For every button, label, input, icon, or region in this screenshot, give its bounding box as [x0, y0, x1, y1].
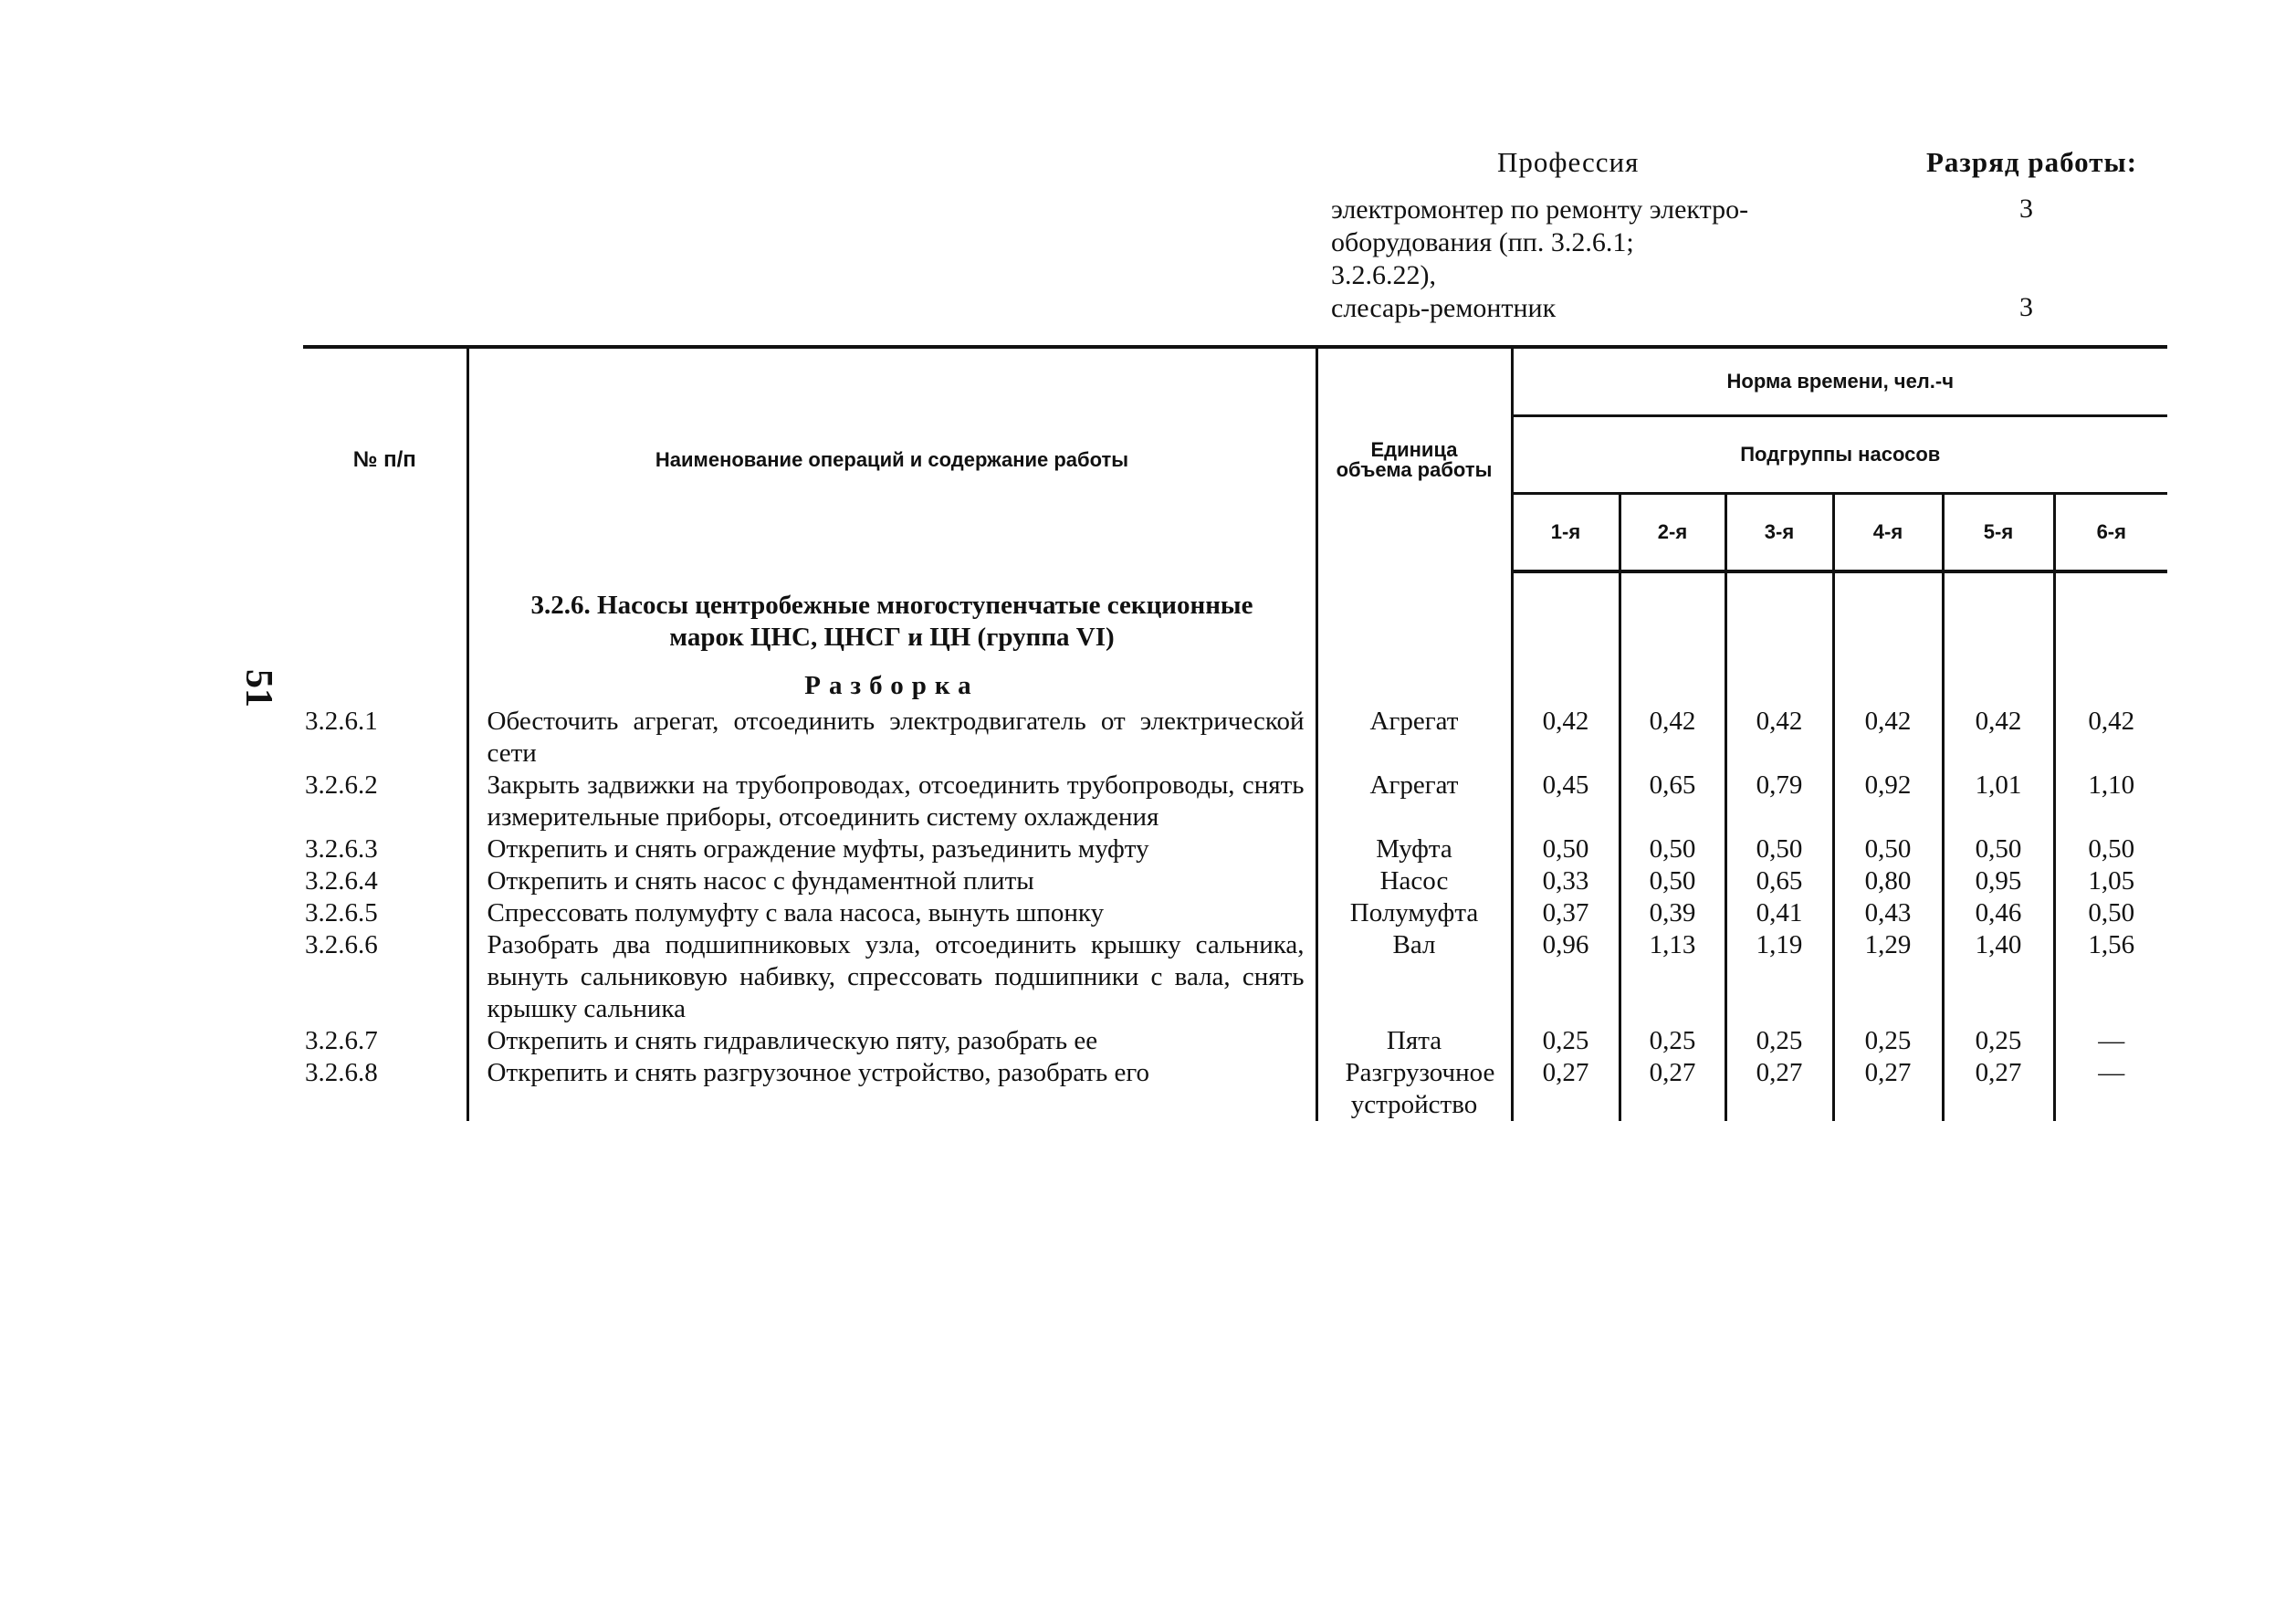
row-value-group-4: 0,42 — [1833, 706, 1943, 770]
row-unit: Разгрузочное устройство — [1316, 1057, 1512, 1121]
table-row — [303, 770, 2167, 833]
row-unit: Муфта — [1316, 833, 1512, 865]
row-value-group-6: 0,50 — [2054, 833, 2167, 865]
header-unit: Единица объема работы — [1316, 347, 1512, 571]
row-number: 3.2.6.4 — [305, 866, 378, 896]
row-value-group-6: 1,05 — [2054, 865, 2167, 897]
profession-line: слесарь-ремонтник — [1331, 293, 1557, 323]
row-description: Закрыть задвижки на трубопроводах, отсоединить трубопроводы, снять измерительные приборы, отсоединить систему охлаждения — [467, 770, 1316, 833]
row-value-group-3: 0,25 — [1725, 1025, 1833, 1057]
row-value-group-4: 0,27 — [1833, 1057, 1943, 1121]
norms-table — [303, 345, 2167, 1121]
header-norm: Норма времени, чел.-ч — [1512, 347, 2167, 416]
row-unit: Агрегат — [1316, 770, 1512, 833]
row-description: Открепить и снять гидравлическую пяту, разобрать ее — [467, 1025, 1316, 1057]
row-number: 3.2.6.3 — [305, 834, 378, 864]
profession-line: электромонтер по ремонту электро- — [1331, 194, 1749, 225]
row-number: 3.2.6.1 — [305, 707, 378, 736]
row-value-group-6: 0,42 — [2054, 706, 2167, 770]
row-description: Открепить и снять ограждение муфты, разъединить муфту — [467, 833, 1316, 865]
row-value-group-5: 0,95 — [1943, 865, 2054, 897]
row-unit: Вал — [1316, 929, 1512, 1025]
row-value-group-6: 1,56 — [2054, 929, 2167, 1025]
section-row — [303, 571, 2167, 654]
row-value-group-2: 0,42 — [1620, 706, 1725, 770]
table-row — [303, 929, 2167, 1025]
row-value-group-1: 0,33 — [1512, 865, 1620, 897]
row-value-group-4: 0,50 — [1833, 833, 1943, 865]
grade-value: 3 — [2019, 292, 2033, 322]
header-group-3: 3-я — [1725, 494, 1833, 572]
row-value-group-3: 1,19 — [1725, 929, 1833, 1025]
row-value-group-1: 0,42 — [1512, 706, 1620, 770]
row-value-group-4: 0,43 — [1833, 897, 1943, 929]
row-value-group-3: 0,27 — [1725, 1057, 1833, 1121]
row-value-group-1: 0,25 — [1512, 1025, 1620, 1057]
header-group-4: 4-я — [1833, 494, 1943, 572]
row-value-group-4: 0,80 — [1833, 865, 1943, 897]
row-value-group-2: 0,25 — [1620, 1025, 1725, 1057]
header-num: № п/п — [303, 347, 467, 571]
row-value-group-2: 0,27 — [1620, 1057, 1725, 1121]
header-name: Наименование операций и содержание работы — [467, 347, 1316, 571]
row-value-group-5: 1,40 — [1943, 929, 2054, 1025]
row-value-group-5: 0,42 — [1943, 706, 2054, 770]
header-group-2: 2-я — [1620, 494, 1725, 572]
row-number: 3.2.6.8 — [305, 1058, 378, 1087]
row-value-group-3: 0,50 — [1725, 833, 1833, 865]
row-value-group-1: 0,45 — [1512, 770, 1620, 833]
row-value-group-6: — — [2054, 1025, 2167, 1057]
header-subgroups: Подгруппы насосов — [1512, 416, 2167, 494]
row-value-group-5: 0,25 — [1943, 1025, 2054, 1057]
page-number: 51 — [237, 669, 279, 707]
profession-line: 3.2.6.22), — [1331, 260, 1436, 290]
row-value-group-6: 0,50 — [2054, 897, 2167, 929]
row-value-group-2: 0,39 — [1620, 897, 1725, 929]
row-value-group-5: 0,50 — [1943, 833, 2054, 865]
row-description: Обесточить агрегат, отсоединить электродвигатель от электрической сети — [467, 706, 1316, 770]
profession-line: оборудования (пп. 3.2.6.1; — [1331, 227, 1634, 257]
table-row — [303, 1025, 2167, 1057]
section-title: 3.2.6. Насосы центробежные многоступенчатые секционные марок ЦНС, ЦНСГ и ЦН (группа VI) — [467, 571, 1316, 654]
row-description: Спрессовать полумуфту с вала насоса, вынуть шпонку — [467, 897, 1316, 929]
row-value-group-1: 0,50 — [1512, 833, 1620, 865]
grade-label: Разряд работы: — [1926, 146, 2138, 178]
row-value-group-4: 1,29 — [1833, 929, 1943, 1025]
row-value-group-1: 0,27 — [1512, 1057, 1620, 1121]
table-row — [303, 865, 2167, 897]
grade-value: 3 — [2019, 194, 2033, 224]
row-value-group-5: 1,01 — [1943, 770, 2054, 833]
row-number: 3.2.6.7 — [305, 1026, 378, 1055]
row-value-group-2: 1,13 — [1620, 929, 1725, 1025]
profession-list — [1331, 194, 1842, 325]
table-row — [303, 897, 2167, 929]
row-value-group-3: 0,79 — [1725, 770, 1833, 833]
row-unit: Полумуфта — [1316, 897, 1512, 929]
profession-label: Профессия — [1497, 146, 1640, 178]
row-description: Открепить и снять насос с фундаментной плиты — [467, 865, 1316, 897]
row-number: 3.2.6.5 — [305, 898, 378, 927]
row-value-group-2: 0,50 — [1620, 865, 1725, 897]
table-row — [303, 706, 2167, 770]
row-number: 3.2.6.2 — [305, 770, 378, 800]
row-value-group-5: 0,27 — [1943, 1057, 2054, 1121]
row-value-group-3: 0,65 — [1725, 865, 1833, 897]
row-unit: Насос — [1316, 865, 1512, 897]
row-description: Открепить и снять разгрузочное устройство, разобрать его — [467, 1057, 1316, 1121]
row-value-group-1: 0,96 — [1512, 929, 1620, 1025]
row-value-group-4: 0,92 — [1833, 770, 1943, 833]
row-value-group-4: 0,25 — [1833, 1025, 1943, 1057]
table-row — [303, 1057, 2167, 1121]
subsection-row — [303, 654, 2167, 706]
subsection-title: Разборка — [467, 654, 1316, 706]
row-number: 3.2.6.6 — [305, 930, 378, 959]
row-description: Разобрать два подшипниковых узла, отсоединить крышку сальника, вынуть сальниковую набивку, спрессовать подшипники с вала, снять крышку сальника — [467, 929, 1316, 1025]
row-value-group-2: 0,65 — [1620, 770, 1725, 833]
row-value-group-5: 0,46 — [1943, 897, 2054, 929]
row-value-group-1: 0,37 — [1512, 897, 1620, 929]
row-unit: Агрегат — [1316, 706, 1512, 770]
row-unit: Пята — [1316, 1025, 1512, 1057]
row-value-group-3: 0,41 — [1725, 897, 1833, 929]
header-group-1: 1-я — [1512, 494, 1620, 572]
header-group-5: 5-я — [1943, 494, 2054, 572]
table-row — [303, 833, 2167, 865]
row-value-group-2: 0,50 — [1620, 833, 1725, 865]
row-value-group-6: — — [2054, 1057, 2167, 1121]
header-group-6: 6-я — [2054, 494, 2167, 572]
row-value-group-6: 1,10 — [2054, 770, 2167, 833]
row-value-group-3: 0,42 — [1725, 706, 1833, 770]
